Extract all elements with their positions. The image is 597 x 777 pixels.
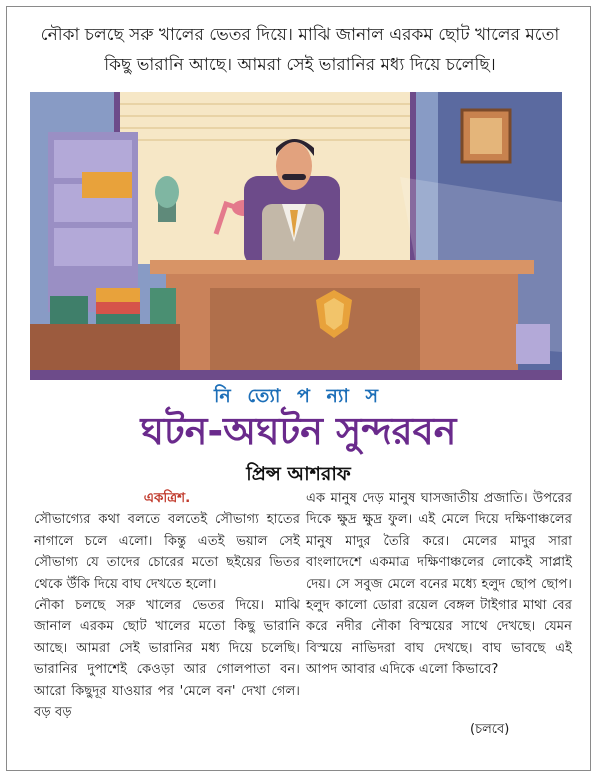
left-column	[34, 488, 300, 723]
paragraph: সৌভাগ্যের কথা বলতে বলতেই সৌভাগ্য হাতের নাগালে চলে এলো। কিন্তু এতই ভয়াল সেই সৌভাগ্য যে তাদের চোরের মতো ছইয়ের ভিতর থেকে উঁকি দিয়ে বাঘ দেখতে হলো।	[34, 512, 300, 592]
right-column	[306, 488, 572, 681]
pull-quote: নৌকা চলছে সরু খালের ভেতর দিয়ে। মাঝি জানাল এরকম ছোট খালের মতো কিছু ভারানি আছে। আমরা সেই ভারানির মধ্য দিয়ে চলেছি।	[40, 25, 560, 75]
author-name: প্রিন্স আশরাফ	[246, 463, 351, 485]
paragraph: নৌকা চলছে সরু খালের ভেতর দিয়ে। মাঝি জানাল এরকম ছোট খালের মতো কিছু ভারানি আছে। আমরা সেই ভারানির মধ্য দিয়ে চলেছি। ভারানির দুপাশেই কেওড়া আর গোলপাতা বন। আরো কিছুদূর যাওয়ার পর 'মেলে বন' দেখা গেল। বড় বড়	[34, 598, 300, 721]
detective-office-illustration	[30, 92, 562, 380]
chapter-heading: একত্রিশ.	[143, 490, 191, 506]
to-be-continued-note: (চলবে)	[470, 722, 510, 737]
series-label: নি ত্যো প ন্যা স	[213, 385, 384, 407]
paragraph: এক মানুষ দেড় মানুষ ঘাসজাতীয় প্রজাতি। উপরের দিকে ক্ষুদ্র ক্ষুদ্র ফুল। এই মেলে দিয়ে দক্ষিণাঞ্চলের মানুষ মাদুর তৈরি করে। মেলের মাদুর সারা বাংলাদেশে একমাত্র দক্ষিণাঞ্চলের লোকেই সাপ্লাই দেয়। সে সবুজ মেলে বনের মধ্যে হলুদ ছোপ ছোপ। হলুদ কালো ডোরা রয়েল বেঙ্গল টাইগার মাথা বের করে নদীর নৌকা বিস্ময়ের সাথে দেখছে। যেমন বিস্ময়ে নাভিদরা বাঘ দেখছে। বাঘ ভাবছে এই আপদ আবার এদিকে এলো কিভাবে?	[306, 491, 572, 678]
story-title: ঘটন-অঘটন সুন্দরবন	[140, 409, 457, 453]
